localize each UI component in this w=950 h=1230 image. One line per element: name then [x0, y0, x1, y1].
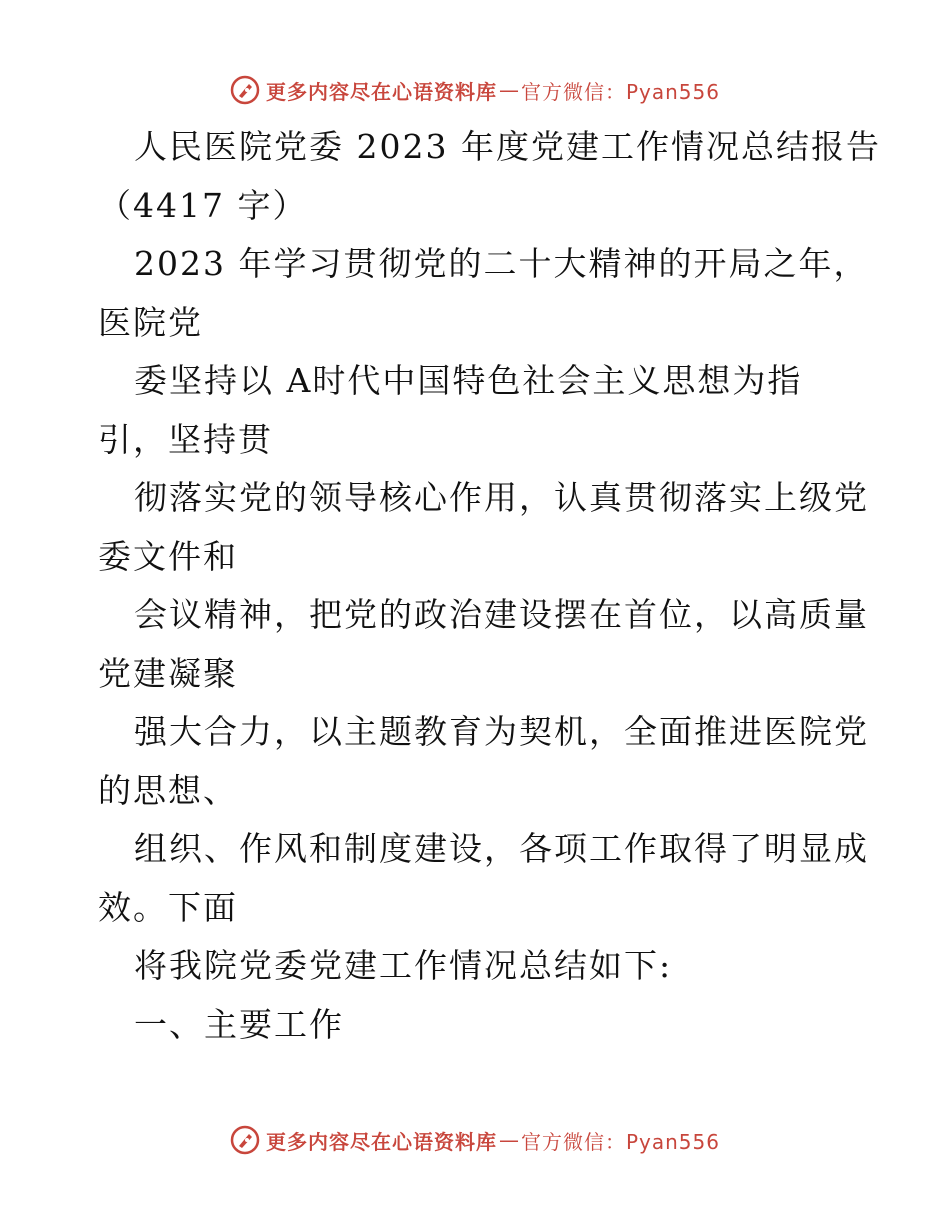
document-body [98, 118, 881, 1054]
paragraph-line: 效。下面 [98, 887, 238, 927]
paragraph-line: 强大合力，以主题教育为契机，全面推进医院党 [134, 712, 869, 751]
header-banner [0, 70, 950, 110]
header-banner-wechat: 官方微信：Pyan556 [520, 79, 720, 104]
footer-banner-dash: — [498, 1128, 519, 1152]
pen-nib-logo-icon [230, 1125, 260, 1155]
pen-nib-logo-icon [230, 75, 260, 105]
paragraph-line: 委文件和 [98, 536, 238, 576]
paragraph-line: 引，坚持贯 [98, 419, 273, 459]
paragraph-line: 的思想、 [98, 770, 238, 810]
paragraph-line: 委坚持以 A时代中国特色社会主义思想为指 [134, 361, 803, 400]
document-title-wordcount: （4417 字） [98, 185, 308, 225]
footer-banner-text: 更多内容尽在心语资料库 [265, 1129, 497, 1154]
paragraph-line: 组织、作风和制度建设，各项工作取得了明显成 [134, 829, 869, 868]
footer-banner [0, 1120, 950, 1160]
paragraph-line: 会议精神，把党的政治建设摆在首位，以高质量 [134, 595, 869, 634]
document-title: 人民医院党委 2023 年度党建工作情况总结报告 [134, 127, 881, 166]
header-banner-text: 更多内容尽在心语资料库 [265, 79, 497, 104]
header-banner-dash: — [498, 78, 519, 102]
paragraph-line: 党建凝聚 [98, 653, 238, 693]
paragraph-line: 彻落实党的领导核心作用，认真贯彻落实上级党 [134, 478, 869, 517]
paragraph-line: 将我院党委党建工作情况总结如下: [134, 946, 673, 985]
paragraph-line: 2023 年学习贯彻党的二十大精神的开局之年， [134, 244, 869, 283]
footer-banner-wechat: 官方微信：Pyan556 [520, 1129, 720, 1154]
section-heading: 一、主要工作 [134, 1004, 344, 1044]
paragraph-line: 医院党 [98, 302, 203, 342]
